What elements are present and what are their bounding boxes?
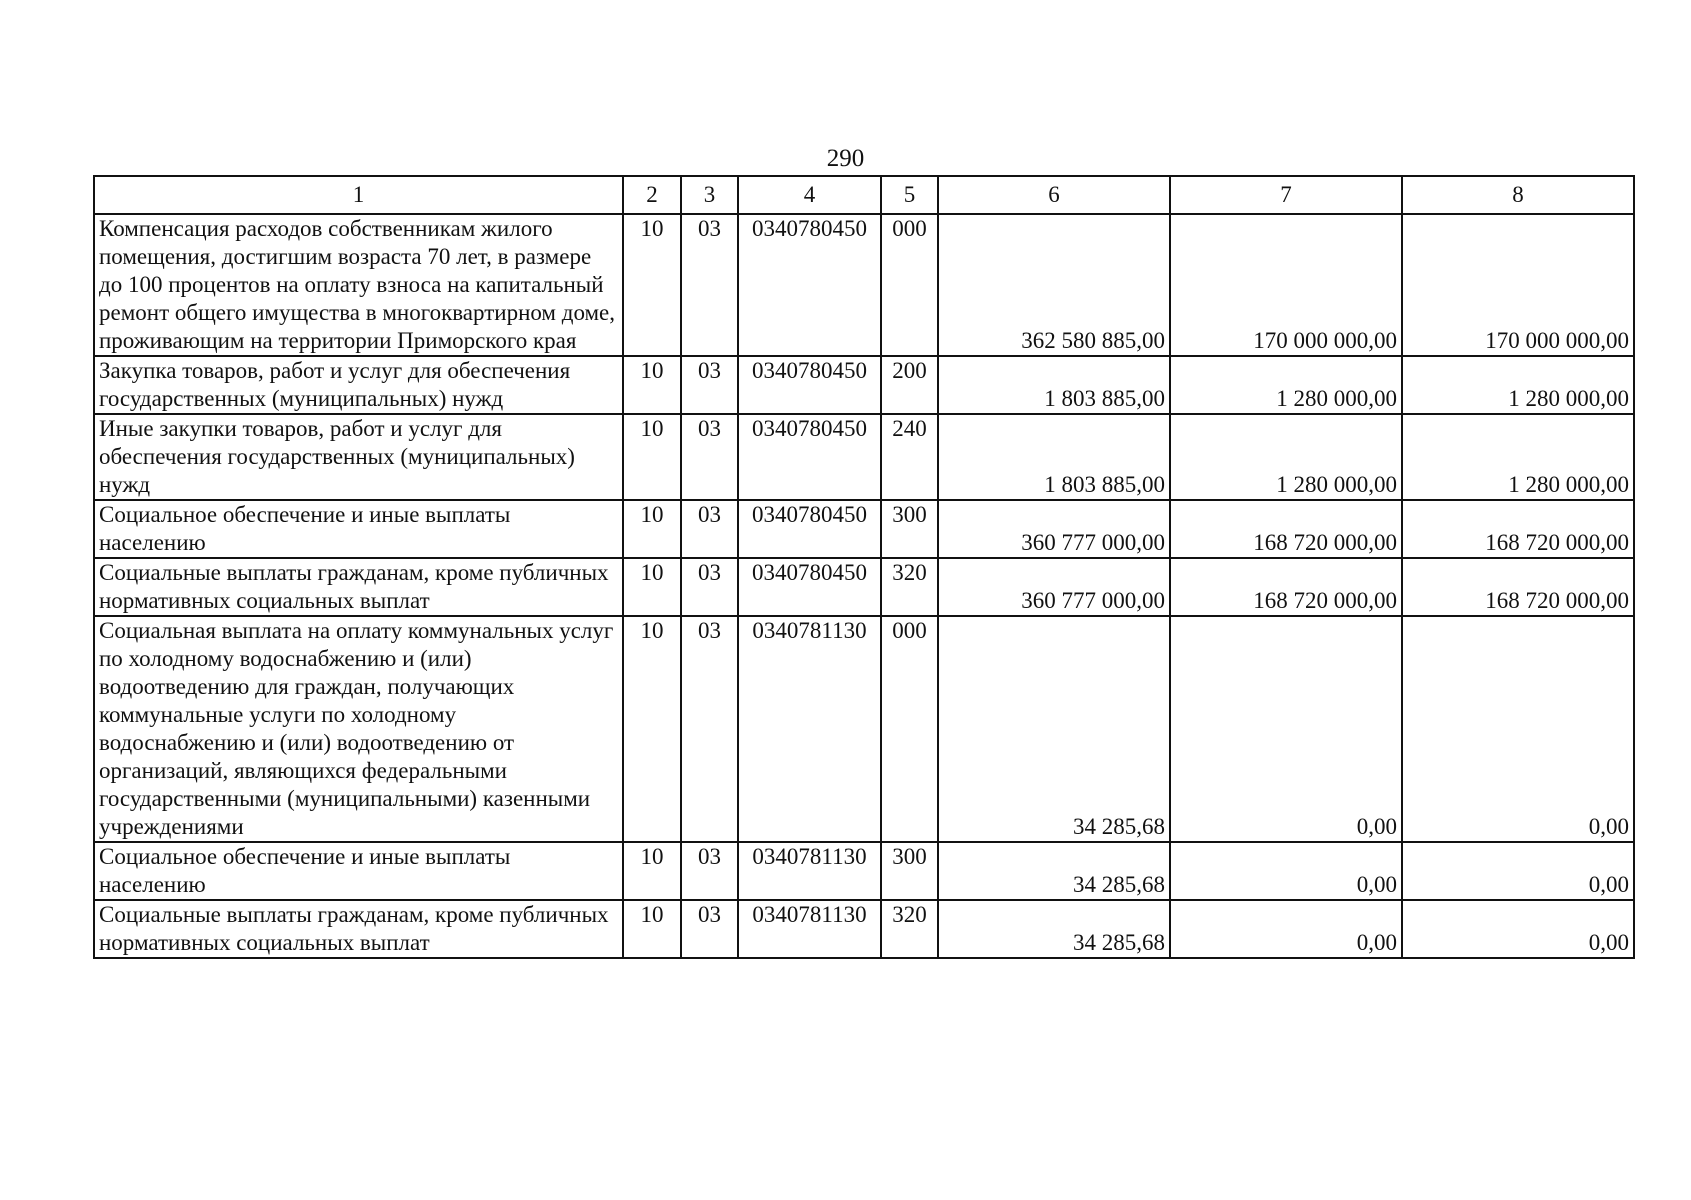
- subsection-code: 03: [681, 356, 738, 414]
- row-name: Социальные выплаты гражданам, кроме публичных нормативных социальных выплат: [94, 558, 623, 616]
- amount-col-6: 360 777 000,00: [938, 558, 1170, 616]
- expense-type-code: 320: [881, 900, 938, 958]
- expense-type-code: 300: [881, 842, 938, 900]
- table-header-row: [94, 176, 1634, 214]
- table-row: [94, 616, 1634, 842]
- row-name: Социальная выплата на оплату коммунальных услуг по холодному водоснабжению и (или) водоотведению для граждан, получающих коммунальные услуги по холодному водоснабжению и (или) водоотведению от организаций, являющихся федеральными государственными (муниципальными) казенными учреждениями: [94, 616, 623, 842]
- column-header: 2: [623, 176, 681, 214]
- column-header: 6: [938, 176, 1170, 214]
- amount-col-7: 168 720 000,00: [1170, 558, 1402, 616]
- expense-type-code: 000: [881, 214, 938, 356]
- target-article-code: 0340781130: [738, 900, 881, 958]
- page-number: 290: [826, 145, 865, 172]
- amount-col-6: 34 285,68: [938, 842, 1170, 900]
- amount-col-6: 360 777 000,00: [938, 500, 1170, 558]
- column-header: 4: [738, 176, 881, 214]
- row-name: Социальное обеспечение и иные выплаты населению: [94, 842, 623, 900]
- expense-type-code: 320: [881, 558, 938, 616]
- table-row: [94, 558, 1634, 616]
- table-row: [94, 900, 1634, 958]
- amount-col-6: 34 285,68: [938, 900, 1170, 958]
- row-name: Иные закупки товаров, работ и услуг для обеспечения государственных (муниципальных) нужд: [94, 414, 623, 500]
- amount-col-8: 0,00: [1402, 616, 1634, 842]
- target-article-code: 0340781130: [738, 616, 881, 842]
- column-header: 3: [681, 176, 738, 214]
- amount-col-8: 0,00: [1402, 842, 1634, 900]
- target-article-code: 0340780450: [738, 500, 881, 558]
- section-code: 10: [623, 558, 681, 616]
- subsection-code: 03: [681, 842, 738, 900]
- section-code: 10: [623, 414, 681, 500]
- amount-col-6: 362 580 885,00: [938, 214, 1170, 356]
- amount-col-7: 0,00: [1170, 616, 1402, 842]
- subsection-code: 03: [681, 616, 738, 842]
- expense-type-code: 000: [881, 616, 938, 842]
- target-article-code: 0340780450: [738, 214, 881, 356]
- subsection-code: 03: [681, 500, 738, 558]
- subsection-code: 03: [681, 214, 738, 356]
- table-row: [94, 842, 1634, 900]
- column-header: 7: [1170, 176, 1402, 214]
- section-code: 10: [623, 214, 681, 356]
- amount-col-7: 1 280 000,00: [1170, 356, 1402, 414]
- amount-col-7: 0,00: [1170, 900, 1402, 958]
- amount-col-8: 1 280 000,00: [1402, 414, 1634, 500]
- amount-col-7: 0,00: [1170, 842, 1402, 900]
- amount-col-7: 168 720 000,00: [1170, 500, 1402, 558]
- section-code: 10: [623, 616, 681, 842]
- row-name: Компенсация расходов собственникам жилого помещения, достигшим возраста 70 лет, в размере до 100 процентов на оплату взноса на капитальный ремонт общего имущества в многоквартирном доме, проживающим на территории Приморского края: [94, 214, 623, 356]
- amount-col-6: 1 803 885,00: [938, 356, 1170, 414]
- budget-table: [93, 175, 1635, 959]
- expense-type-code: 240: [881, 414, 938, 500]
- amount-col-8: 170 000 000,00: [1402, 214, 1634, 356]
- column-header: 5: [881, 176, 938, 214]
- row-name: Социальное обеспечение и иные выплаты населению: [94, 500, 623, 558]
- target-article-code: 0340780450: [738, 356, 881, 414]
- target-article-code: 0340781130: [738, 842, 881, 900]
- row-name: Социальные выплаты гражданам, кроме публичных нормативных социальных выплат: [94, 900, 623, 958]
- subsection-code: 03: [681, 558, 738, 616]
- column-header: 8: [1402, 176, 1634, 214]
- amount-col-8: 0,00: [1402, 900, 1634, 958]
- table-row: [94, 214, 1634, 356]
- table-row: [94, 356, 1634, 414]
- amount-col-7: 1 280 000,00: [1170, 414, 1402, 500]
- amount-col-6: 34 285,68: [938, 616, 1170, 842]
- target-article-code: 0340780450: [738, 414, 881, 500]
- subsection-code: 03: [681, 414, 738, 500]
- table-row: [94, 500, 1634, 558]
- amount-col-7: 170 000 000,00: [1170, 214, 1402, 356]
- table-row: [94, 414, 1634, 500]
- amount-col-8: 168 720 000,00: [1402, 558, 1634, 616]
- amount-col-6: 1 803 885,00: [938, 414, 1170, 500]
- target-article-code: 0340780450: [738, 558, 881, 616]
- section-code: 10: [623, 356, 681, 414]
- section-code: 10: [623, 900, 681, 958]
- expense-type-code: 200: [881, 356, 938, 414]
- subsection-code: 03: [681, 900, 738, 958]
- row-name: Закупка товаров, работ и услуг для обеспечения государственных (муниципальных) нужд: [94, 356, 623, 414]
- expense-type-code: 300: [881, 500, 938, 558]
- section-code: 10: [623, 500, 681, 558]
- section-code: 10: [623, 842, 681, 900]
- amount-col-8: 168 720 000,00: [1402, 500, 1634, 558]
- amount-col-8: 1 280 000,00: [1402, 356, 1634, 414]
- column-header: 1: [94, 176, 623, 214]
